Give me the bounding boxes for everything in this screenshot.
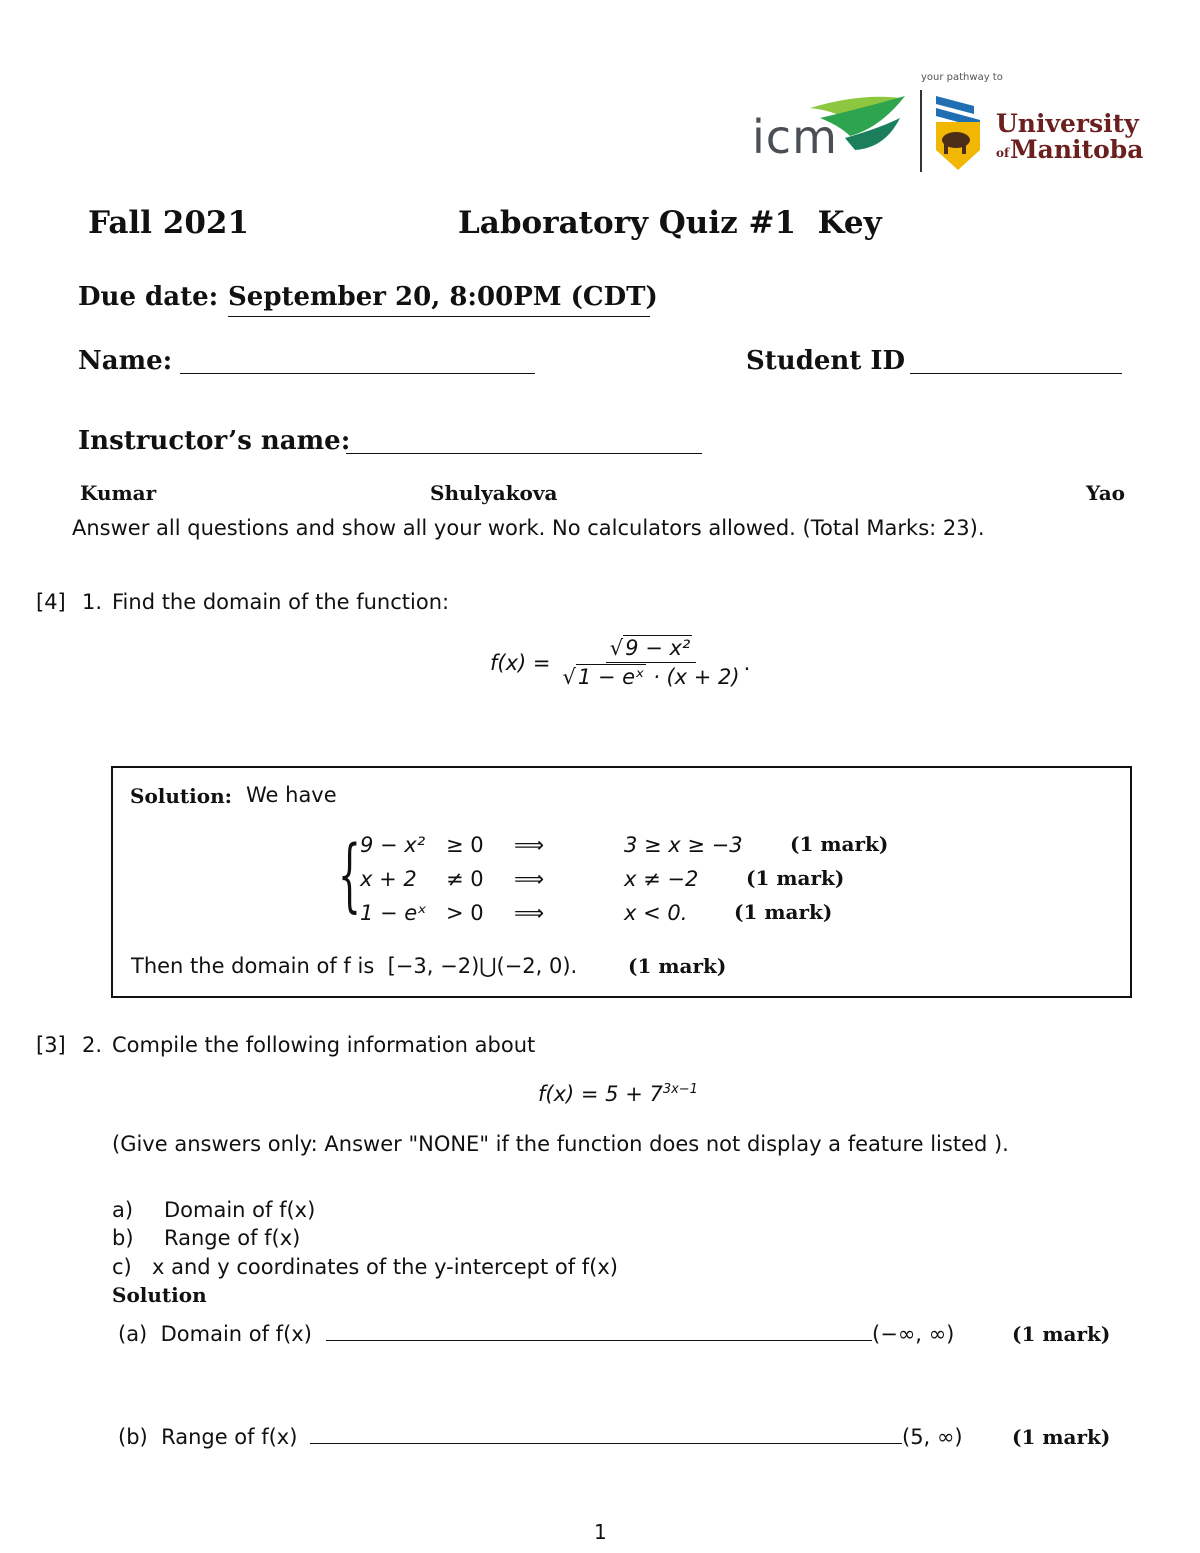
name-label: Name:: [78, 346, 173, 376]
q2-solution-label: Solution: [112, 1283, 207, 1307]
q1-row1-rel: ≥ 0: [446, 833, 484, 857]
q1-row3-lhs: 1 − eˣ: [360, 901, 427, 925]
um-wordmark-line1: University: [996, 109, 1139, 138]
instructor-label: Instructor’s name:: [78, 426, 351, 456]
instructor-field[interactable]: [346, 453, 702, 454]
q1-row1-arrow: ⟹: [514, 833, 545, 857]
q2-item-c-letter: c): [112, 1255, 132, 1279]
q2-answer-a-label: (a) Domain of f(x): [118, 1322, 312, 1346]
um-wordmark-line2: Manitoba: [1010, 135, 1144, 164]
page-number: 1: [594, 1520, 607, 1544]
q2-item-a-letter: a): [112, 1198, 134, 1222]
q1-conclusion-mark: (1 mark): [628, 954, 727, 978]
due-date-label: Due date:: [78, 282, 219, 312]
q1-brace: {: [338, 828, 361, 921]
q1-conclusion: Then the domain of f is [−3, −2)⋃(−2, 0).: [131, 954, 578, 978]
q2-function-exponent: 3x−1: [662, 1082, 698, 1097]
q2-number: 2.: [82, 1033, 103, 1057]
q1-marks: [4]: [36, 590, 66, 614]
logo-tagline: your pathway to: [921, 72, 1003, 83]
q1-number: 1.: [82, 590, 103, 614]
q1-solution-label: Solution:: [130, 784, 233, 808]
q1-row2-result: x ≠ −2: [624, 867, 699, 891]
name-field[interactable]: [180, 373, 535, 374]
q1-prompt: Find the domain of the function:: [112, 590, 450, 614]
instructor-yao: Yao: [1086, 481, 1126, 505]
q1-row2-mark: (1 mark): [746, 866, 845, 890]
q1-formula: f(x) = $\frac{\text{√9 − x²}}{\text{√1 − eˣ · (x + 2)}}$ .: [490, 636, 751, 689]
q2-answer-b-label: (b) Range of f(x): [118, 1425, 298, 1449]
q1-row3-rel: > 0: [446, 901, 484, 925]
q1-numerator: √9 − x²: [606, 636, 697, 663]
logo-divider: [920, 90, 922, 172]
q1-row1-result: 3 ≥ x ≥ −3: [624, 833, 743, 857]
instructor-kumar: Kumar: [80, 481, 157, 505]
q2-item-b-text: Range of f(x): [164, 1226, 301, 1250]
q2-item-a-text: Domain of f(x): [164, 1198, 316, 1222]
due-date-value: September 20, 8:00PM (CDT): [228, 282, 658, 312]
q1-row3-result: x < 0.: [624, 901, 688, 925]
q2-answer-b-value: (5, ∞): [902, 1425, 963, 1449]
q2-answer-a-line: [326, 1340, 872, 1341]
q2-note: (Give answers only: Answer "NONE" if the function does not display a feature listed ).: [112, 1132, 1009, 1156]
student-id-label: Student ID: [746, 346, 906, 376]
icm-wordmark: icm: [752, 110, 838, 164]
student-id-field[interactable]: [910, 373, 1122, 374]
q2-answer-b-line: [310, 1443, 902, 1444]
q1-row2-arrow: ⟹: [514, 867, 545, 891]
q2-item-c-text: x and y coordinates of the y-intercept of f(x): [152, 1255, 618, 1279]
q1-row2-lhs: x + 2: [360, 867, 417, 891]
q2-marks: [3]: [36, 1033, 66, 1057]
q1-row3-arrow: ⟹: [514, 901, 545, 925]
q1-fx: f(x) =: [490, 650, 551, 675]
um-crest-icon: [934, 92, 984, 172]
q1-fraction: [558, 636, 743, 689]
term-label: Fall 2021: [88, 205, 250, 241]
q2-function-base: f(x) = 5 + 7: [538, 1082, 663, 1106]
q1-denominator: √1 − eˣ · (x + 2): [562, 665, 740, 689]
q1-row3-mark: (1 mark): [734, 900, 833, 924]
due-date-underline: [228, 316, 650, 317]
q1-row2-rel: ≠ 0: [446, 867, 484, 891]
instructor-shulyakova: Shulyakova: [430, 481, 558, 505]
um-wordmark-of: of: [996, 146, 1010, 160]
q2-prompt: Compile the following information about: [112, 1033, 536, 1057]
q2-answer-a-value: (−∞, ∞): [872, 1322, 955, 1346]
q1-row1-mark: (1 mark): [790, 832, 889, 856]
q2-item-b-letter: b): [112, 1226, 134, 1250]
q2-function: [538, 1082, 698, 1106]
quiz-title: Laboratory Quiz #1 Key: [458, 205, 882, 241]
q1-solution-intro: We have: [246, 783, 337, 807]
instructions: Answer all questions and show all your work. No calculators allowed. (Total Marks: 23).: [72, 516, 985, 540]
q1-row1-lhs: 9 − x²: [360, 833, 426, 857]
q2-answer-b-mark: (1 mark): [1012, 1425, 1111, 1449]
q2-answer-a-mark: (1 mark): [1012, 1322, 1111, 1346]
